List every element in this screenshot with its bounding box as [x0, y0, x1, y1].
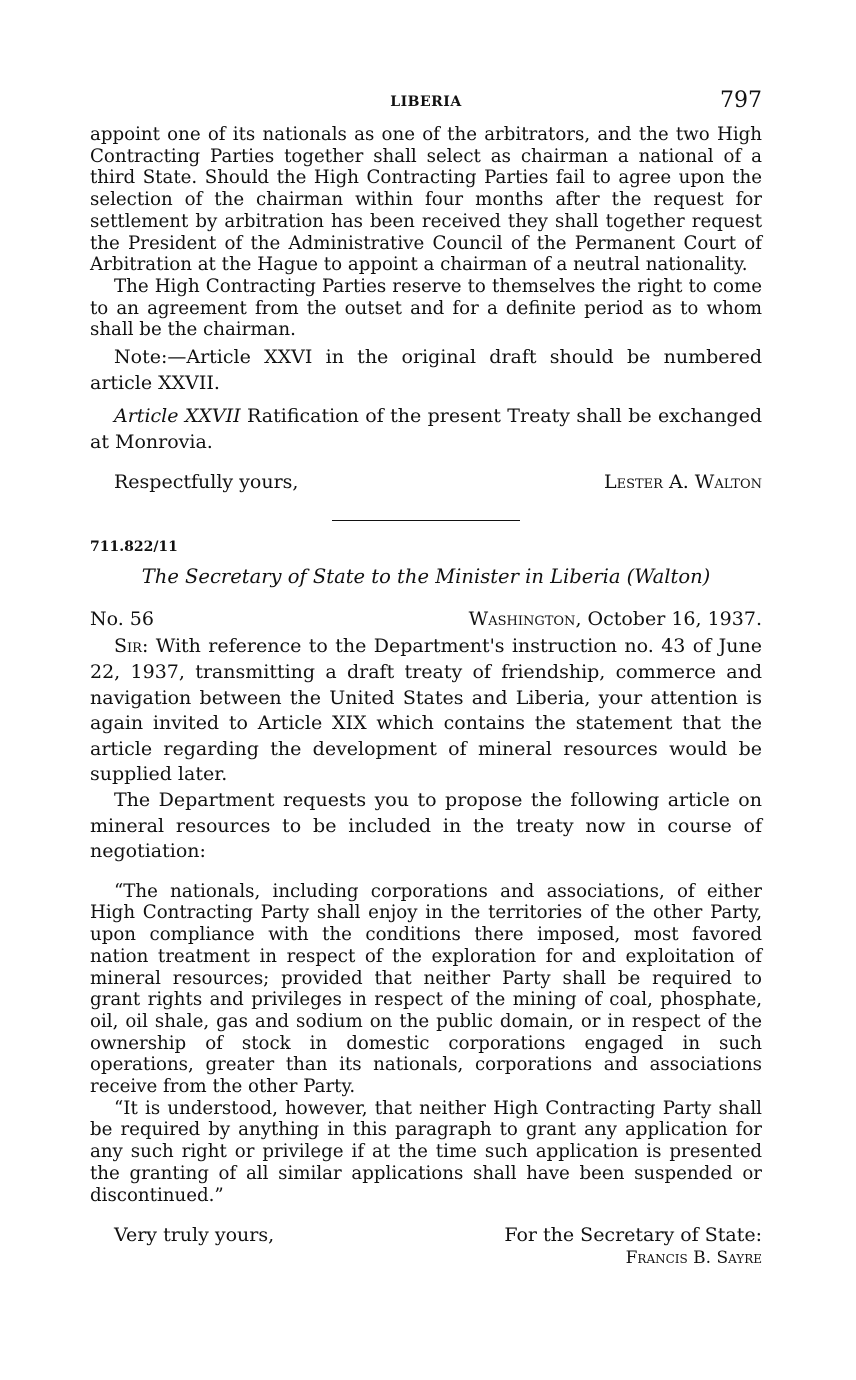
signoff	[90, 1224, 762, 1268]
article-paragraph	[90, 404, 762, 455]
section-divider	[332, 520, 520, 521]
place-date	[469, 608, 762, 630]
continued-paragraph: appoint one of its nationals as one of the arbitrators, and the two High Contracting Parties together shall select as chairman a national of a third State. Should the High Contracting Parties fail to agree upon the selection of the chairman within four months after the request for settlement by arbitration has been received they shall together request the President of the Administrative Council of the Permanent Court of Arbitration at the Hague to appoint a chairman of a neutral nationality.	[90, 124, 762, 276]
body-paragraph-2: The Department requests you to propose the following article on mineral resources to be included in the treaty now in course of negotiation:	[90, 788, 762, 863]
page-number: 797	[720, 88, 762, 113]
article-text: Ratification of the present Treaty shall be exchanged at Monrovia.	[90, 405, 762, 453]
body-paragraph-1	[90, 634, 762, 788]
document-title: The Secretary of State to the Minister in Liberia (Walton)	[141, 565, 711, 589]
reserve-paragraph: The High Contracting Parties reserve to themselves the right to come to an agreement from the outset and for a definite period as to whom shall be the chairman.	[90, 275, 762, 341]
for-line: For the Secretary of State:	[504, 1224, 762, 1247]
quoted-article-paragraph-2: “It is understood, however, that neither High Contracting Party shall be required by anything in this paragraph to grant any application for any such right or privilege if at the time such application is presented the granting of all similar applications shall have been suspended or discontinued.”	[90, 1097, 762, 1206]
date: , October 16, 1937.	[575, 608, 762, 631]
body-paragraph-1-text: : With reference to the Department's instruction no. 43 of June 22, 1937, transmitting a draft treaty of friendship, commerce and navigation between the United States and Liberia, your attention is again invited to Article XIX which contains the statement that the article regarding the development of mineral resources would be supplied later.	[90, 635, 762, 786]
dateline	[90, 608, 762, 630]
instruction-number: No. 56	[90, 608, 154, 631]
document-page	[90, 88, 762, 1268]
place: Washington	[468, 608, 576, 631]
quoted-article-paragraph-1: “The nationals, including corporations and associations, of either High Contracting Party shall enjoy in the territories of the other Party, upon compliance with the conditions there imposed, most favored nation treatment in respect of the exploration for and exploitation of mineral resources; provided that neither Party shall be required to grant rights and privileges in respect of the mining of coal, phosphate, oil, oil shale, gas and sodium on the public domain, or in respect of the ownership of stock in domestic corporations engaged in such operations, greater than its nationals, corporations and associations receive from the other Party.	[90, 880, 762, 1098]
signer-name-2: Francis B. Sayre	[625, 1248, 762, 1269]
signature-block	[504, 1224, 762, 1268]
salutation: Sir	[114, 635, 142, 658]
article-label: Article XXVII	[114, 405, 241, 428]
file-number: 711.822/11	[90, 539, 178, 556]
closing-phrase: Respectfully yours,	[114, 471, 299, 494]
running-head	[90, 88, 762, 124]
signer-name: Lester A. Walton	[604, 471, 762, 494]
closing-line	[90, 471, 762, 493]
closing-phrase-2: Very truly yours,	[114, 1224, 275, 1247]
note-paragraph: Note:—Article XXVI in the original draft should be numbered article XXVII.	[90, 346, 762, 394]
running-title: LIBERIA	[390, 94, 462, 110]
